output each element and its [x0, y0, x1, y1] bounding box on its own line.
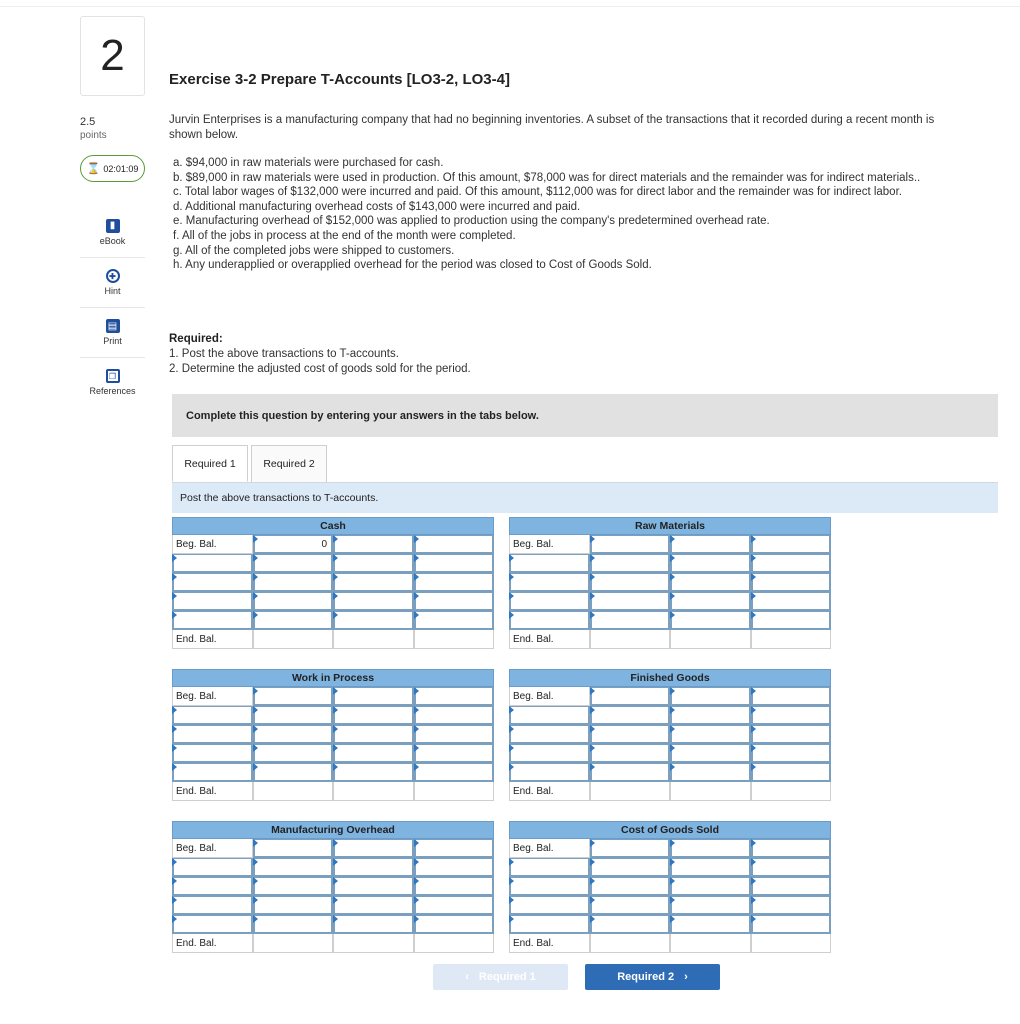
entry-ref-input[interactable]: [670, 858, 751, 877]
t-account-title: Cost of Goods Sold: [509, 821, 831, 839]
amount-input[interactable]: [253, 573, 334, 592]
t-account-title: Raw Materials: [509, 517, 831, 535]
entry-ref-input[interactable]: [509, 592, 590, 611]
entry-ref-input[interactable]: [509, 573, 590, 592]
beg-bal-input[interactable]: [590, 535, 671, 554]
intro-text: Jurvin Enterprises is a manufacturing company that had no beginning inventories. A subset of the transactions that it recorded during a recent month is shown below.: [169, 114, 935, 141]
end-bal-cell: [590, 782, 671, 801]
entry-ref-input[interactable]: [172, 763, 253, 782]
end-bal-cell: [670, 782, 751, 801]
exercise-title: Exercise 3-2 Prepare T-Accounts [LO3-2, LO3-4]: [169, 71, 510, 88]
hint-button[interactable]: [80, 257, 145, 307]
entry-row: [509, 554, 831, 573]
end-bal-row: [509, 934, 831, 953]
entry-row: [172, 554, 494, 573]
amount-input[interactable]: [751, 611, 832, 630]
entry-ref-input[interactable]: [172, 896, 253, 915]
entry-ref-input[interactable]: [509, 763, 590, 782]
end-bal-cell: [590, 934, 671, 953]
prev-button-label: Required 1: [478, 971, 536, 983]
amount-input[interactable]: [590, 877, 671, 896]
entry-ref-input[interactable]: [509, 554, 590, 573]
amount-input[interactable]: [414, 687, 495, 706]
entry-ref-input[interactable]: [509, 915, 590, 934]
amount-input[interactable]: [751, 706, 832, 725]
end-bal-cell: [333, 782, 414, 801]
entry-row: [509, 592, 831, 611]
entry-ref-input[interactable]: [333, 858, 414, 877]
end-bal-label: End. Bal.: [172, 782, 253, 801]
entry-row: [172, 763, 494, 782]
entry-ref-input[interactable]: [333, 611, 414, 630]
entry-row: [172, 592, 494, 611]
amount-input[interactable]: [414, 725, 495, 744]
entry-row: [509, 877, 831, 896]
amount-input[interactable]: [751, 877, 832, 896]
amount-input[interactable]: [670, 839, 751, 858]
entry-ref-input[interactable]: [670, 763, 751, 782]
prev-required-button[interactable]: [433, 964, 568, 990]
list-item: b. $89,000 in raw materials were used in production. Of this amount, $78,000 was for direct materials and the remainder was for indirect materials..: [173, 171, 921, 184]
amount-input[interactable]: [590, 611, 671, 630]
entry-ref-input[interactable]: [172, 706, 253, 725]
amount-input[interactable]: [253, 725, 334, 744]
entry-ref-input[interactable]: [670, 573, 751, 592]
amount-input[interactable]: [751, 915, 832, 934]
amount-input[interactable]: [414, 858, 495, 877]
list-item: d. Additional manufacturing overhead costs of $143,000 were incurred and paid.: [173, 200, 581, 213]
end-bal-cell: [670, 630, 751, 649]
beg-bal-input[interactable]: 0: [253, 535, 334, 554]
entry-ref-input[interactable]: [333, 725, 414, 744]
entry-ref-input[interactable]: [670, 896, 751, 915]
question-number: 2: [80, 16, 145, 96]
entry-ref-input[interactable]: [509, 611, 590, 630]
references-button[interactable]: [80, 357, 145, 407]
amount-input[interactable]: [253, 554, 334, 573]
t-account: [509, 821, 831, 953]
end-bal-label: End. Bal.: [172, 630, 253, 649]
t-account-title: Work in Process: [172, 669, 494, 687]
entry-row: [509, 611, 831, 630]
beg-bal-row: [172, 839, 494, 858]
entry-row: [172, 896, 494, 915]
t-account: [172, 821, 494, 953]
entry-ref-input[interactable]: [509, 858, 590, 877]
t-account-title: Cash: [172, 517, 494, 535]
entry-ref-input[interactable]: [333, 744, 414, 763]
t-account: [172, 517, 494, 649]
list-item: e. Manufacturing overhead of $152,000 was applied to production using the company's predetermined overhead rate.: [173, 215, 770, 228]
entry-ref-input[interactable]: [172, 611, 253, 630]
amount-input[interactable]: [751, 687, 832, 706]
print-button[interactable]: [80, 307, 145, 357]
points-label: points: [80, 130, 107, 141]
entry-ref-input[interactable]: [670, 554, 751, 573]
list-item: c. Total labor wages of $132,000 were incurred and paid. Of this amount, $112,000 was for direct labor and the remainder was for indirect labor.: [173, 186, 902, 199]
entry-ref-input[interactable]: [172, 877, 253, 896]
entry-row: [172, 744, 494, 763]
beg-bal-input[interactable]: [590, 687, 671, 706]
amount-input[interactable]: [333, 535, 414, 554]
list-item: f. All of the jobs in process at the end of the month were completed.: [173, 229, 516, 242]
amount-input[interactable]: [751, 839, 832, 858]
amount-input[interactable]: [333, 687, 414, 706]
beg-bal-label: Beg. Bal.: [172, 687, 253, 706]
amount-input[interactable]: [253, 611, 334, 630]
entry-ref-input[interactable]: [333, 763, 414, 782]
transaction-list: [173, 156, 963, 273]
points-value: 2.5: [80, 116, 96, 128]
amount-input[interactable]: [414, 535, 495, 554]
amount-input[interactable]: [590, 896, 671, 915]
entry-ref-input[interactable]: [670, 725, 751, 744]
entry-ref-input[interactable]: [333, 554, 414, 573]
entry-ref-input[interactable]: [333, 896, 414, 915]
end-bal-label: End. Bal.: [509, 630, 590, 649]
amount-input[interactable]: [751, 896, 832, 915]
beg-bal-input[interactable]: [253, 839, 334, 858]
end-bal-label: End. Bal.: [172, 934, 253, 953]
entry-ref-input[interactable]: [172, 573, 253, 592]
end-bal-label: End. Bal.: [509, 782, 590, 801]
next-required-button[interactable]: [585, 964, 720, 990]
entry-ref-input[interactable]: [172, 554, 253, 573]
amount-input[interactable]: [751, 744, 832, 763]
entry-ref-input[interactable]: [670, 706, 751, 725]
amount-input[interactable]: [751, 858, 832, 877]
amount-input[interactable]: [414, 554, 495, 573]
beg-bal-label: Beg. Bal.: [172, 839, 253, 858]
ebook-label: eBook: [99, 235, 126, 246]
end-bal-cell: [414, 630, 495, 649]
entry-ref-input[interactable]: [670, 877, 751, 896]
entry-ref-input[interactable]: [172, 725, 253, 744]
amount-input[interactable]: [414, 896, 495, 915]
amount-input[interactable]: [751, 763, 832, 782]
side-tools: [80, 207, 145, 407]
amount-input[interactable]: [590, 554, 671, 573]
amount-input[interactable]: [751, 554, 832, 573]
entry-ref-input[interactable]: [333, 915, 414, 934]
end-bal-cell: [670, 934, 751, 953]
required-heading: Required:: [169, 333, 223, 345]
amount-input[interactable]: [751, 592, 832, 611]
end-bal-row: [172, 934, 494, 953]
entry-row: [172, 706, 494, 725]
end-bal-row: [509, 630, 831, 649]
amount-input[interactable]: [253, 706, 334, 725]
entry-row: [509, 915, 831, 934]
tab-required-1[interactable]: Required 1: [172, 445, 248, 482]
amount-input[interactable]: [333, 839, 414, 858]
entry-row: [172, 573, 494, 592]
entry-ref-input[interactable]: [670, 744, 751, 763]
beg-bal-input[interactable]: [590, 839, 671, 858]
next-button-label: Required 2: [617, 971, 675, 983]
print-icon: ▤: [106, 319, 120, 333]
amount-input[interactable]: [590, 706, 671, 725]
amount-input[interactable]: [414, 763, 495, 782]
entry-ref-input[interactable]: [509, 877, 590, 896]
hourglass-icon: ⌛: [86, 163, 101, 175]
entry-ref-input[interactable]: [333, 592, 414, 611]
end-bal-cell: [751, 934, 832, 953]
amount-input[interactable]: [590, 763, 671, 782]
entry-ref-input[interactable]: [333, 706, 414, 725]
end-bal-row: [509, 782, 831, 801]
entry-ref-input[interactable]: [333, 877, 414, 896]
end-bal-cell: [590, 630, 671, 649]
beg-bal-label: Beg. Bal.: [509, 535, 590, 554]
list-item: 1. Post the above transactions to T-accounts.: [169, 348, 399, 360]
entry-ref-input[interactable]: [509, 896, 590, 915]
entry-ref-input[interactable]: [670, 915, 751, 934]
t-account-title: Manufacturing Overhead: [172, 821, 494, 839]
entry-row: [509, 744, 831, 763]
amount-input[interactable]: [590, 915, 671, 934]
amount-input[interactable]: [414, 573, 495, 592]
entry-row: [172, 611, 494, 630]
end-bal-label: End. Bal.: [509, 934, 590, 953]
t-account: [509, 517, 831, 649]
end-bal-row: [172, 782, 494, 801]
entry-ref-input[interactable]: [509, 725, 590, 744]
end-bal-cell: [414, 782, 495, 801]
references-label: References: [89, 386, 136, 396]
beg-bal-row: [172, 687, 494, 706]
list-item: g. All of the completed jobs were shipped to customers.: [173, 244, 455, 257]
entry-row: [509, 763, 831, 782]
end-bal-cell: [253, 782, 334, 801]
timer: [80, 155, 145, 182]
entry-row: [509, 706, 831, 725]
complete-instruction: Complete this question by entering your answers in the tabs below.: [172, 394, 998, 437]
print-label: Print: [103, 336, 122, 346]
entry-ref-input[interactable]: [172, 915, 253, 934]
entry-row: [172, 858, 494, 877]
list-item: h. Any underapplied or overapplied overhead for the period was closed to Cost of Goods Sold.: [173, 259, 652, 272]
points: [80, 116, 107, 142]
amount-input[interactable]: [414, 611, 495, 630]
end-bal-cell: [751, 782, 832, 801]
entry-ref-input[interactable]: [333, 573, 414, 592]
end-bal-cell: [253, 630, 334, 649]
entry-ref-input[interactable]: [172, 858, 253, 877]
t-account-title: Finished Goods: [509, 669, 831, 687]
amount-input[interactable]: [590, 858, 671, 877]
ebook-button[interactable]: [80, 207, 145, 257]
amount-input[interactable]: [414, 877, 495, 896]
entry-row: [509, 573, 831, 592]
beg-bal-row: [172, 535, 494, 554]
hint-icon: ✚: [106, 269, 120, 283]
end-bal-cell: [333, 630, 414, 649]
beg-bal-row: [509, 687, 831, 706]
t-account: [172, 669, 494, 801]
amount-input[interactable]: [590, 744, 671, 763]
end-bal-row: [172, 630, 494, 649]
beg-bal-label: Beg. Bal.: [509, 687, 590, 706]
entry-row: [172, 915, 494, 934]
amount-input[interactable]: [590, 592, 671, 611]
amount-input[interactable]: [253, 915, 334, 934]
entry-ref-input[interactable]: [172, 744, 253, 763]
t-account: [509, 669, 831, 801]
list-item: 2. Determine the adjusted cost of goods sold for the period.: [169, 362, 471, 375]
entry-row: [509, 896, 831, 915]
entry-row: [172, 725, 494, 744]
amount-input[interactable]: [751, 725, 832, 744]
amount-input[interactable]: [253, 592, 334, 611]
entry-ref-input[interactable]: [670, 592, 751, 611]
book-icon: ▮: [106, 219, 120, 233]
amount-input[interactable]: [590, 573, 671, 592]
end-bal-cell: [751, 630, 832, 649]
amount-input[interactable]: [414, 744, 495, 763]
chevron-right-icon: ›: [684, 971, 688, 983]
list-item: a. $94,000 in raw materials were purchased for cash.: [173, 157, 444, 169]
hint-label: Hint: [104, 286, 121, 296]
amount-input[interactable]: [590, 725, 671, 744]
entry-ref-input[interactable]: [172, 592, 253, 611]
amount-input[interactable]: [414, 839, 495, 858]
end-bal-cell: [414, 934, 495, 953]
beg-bal-label: Beg. Bal.: [172, 535, 253, 554]
amount-input[interactable]: [670, 535, 751, 554]
amount-input[interactable]: [253, 877, 334, 896]
amount-input[interactable]: [414, 706, 495, 725]
beg-bal-row: [509, 535, 831, 554]
beg-bal-row: [509, 839, 831, 858]
end-bal-cell: [333, 934, 414, 953]
amount-input[interactable]: [670, 687, 751, 706]
beg-bal-input[interactable]: [253, 687, 334, 706]
end-bal-cell: [253, 934, 334, 953]
amount-input[interactable]: [751, 573, 832, 592]
timer-value: 02:01:09: [103, 163, 139, 174]
chevron-left-icon: ‹: [465, 971, 469, 983]
amount-input[interactable]: [253, 858, 334, 877]
amount-input[interactable]: [253, 744, 334, 763]
top-divider: [0, 6, 1020, 7]
tab-instruction: Post the above transactions to T-accounts.: [172, 482, 998, 513]
entry-ref-input[interactable]: [670, 611, 751, 630]
amount-input[interactable]: [414, 915, 495, 934]
tab-required-2[interactable]: Required 2: [251, 445, 327, 482]
amount-input[interactable]: [414, 592, 495, 611]
amount-input[interactable]: [253, 896, 334, 915]
required-list: [169, 347, 471, 376]
references-icon: ❐: [106, 369, 120, 383]
entry-row: [509, 858, 831, 877]
amount-input[interactable]: [751, 535, 832, 554]
amount-input[interactable]: [253, 763, 334, 782]
entry-row: [172, 877, 494, 896]
beg-bal-label: Beg. Bal.: [509, 839, 590, 858]
entry-ref-input[interactable]: [509, 706, 590, 725]
entry-ref-input[interactable]: [509, 744, 590, 763]
entry-row: [509, 725, 831, 744]
